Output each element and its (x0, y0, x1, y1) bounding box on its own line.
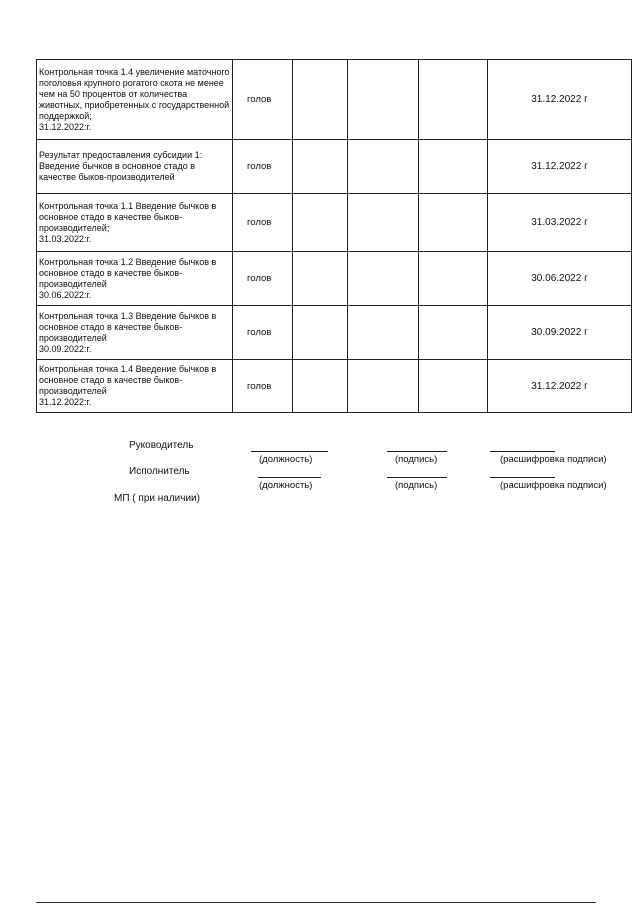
empty-cell (293, 252, 348, 306)
head-position-line (251, 451, 328, 452)
executor-label: Исполнитель (129, 466, 190, 477)
row-unit: голов (233, 60, 293, 140)
row-unit: голов (233, 140, 293, 194)
executor-position-line (258, 477, 321, 478)
row-date: 31.12.2022 г (488, 140, 632, 194)
row-unit: голов (233, 360, 293, 413)
executor-signature-caption: (подпись) (395, 480, 438, 491)
empty-cell (419, 306, 488, 360)
report-table (36, 59, 632, 413)
empty-cell (348, 252, 419, 306)
empty-cell (293, 360, 348, 413)
empty-cell (419, 194, 488, 252)
head-label: Руководитель (129, 440, 194, 451)
empty-cell (348, 140, 419, 194)
table-row (37, 306, 632, 360)
empty-cell (293, 140, 348, 194)
empty-cell (348, 306, 419, 360)
head-signature-line (387, 451, 447, 452)
row-description: Контрольная точка 1.2 Введение бычков в основное стадо в качестве быков-производителей 30.06.2022:г. (37, 252, 233, 306)
executor-signature-line (387, 477, 447, 478)
head-decoding-caption: (расшифровка подписи) (500, 454, 607, 465)
empty-cell (419, 360, 488, 413)
row-date: 30.09.2022 г (488, 306, 632, 360)
row-description: Контрольная точка 1.4 увеличение маточного поголовья крупного рогатого скота не менее чем на 50 процентов от количества животных, приобретенных с государственной поддержкой; 31.12.2022:г. (37, 60, 233, 140)
row-unit: голов (233, 252, 293, 306)
table-row (37, 360, 632, 413)
table-row (37, 60, 632, 140)
head-position-caption: (должность) (259, 454, 313, 465)
row-date: 31.12.2022 г (488, 360, 632, 413)
executor-position-caption: (должность) (259, 480, 313, 491)
empty-cell (348, 60, 419, 140)
head-decoding-line (490, 451, 555, 452)
row-date: 31.12.2022 г (488, 60, 632, 140)
empty-cell (419, 252, 488, 306)
empty-cell (419, 140, 488, 194)
row-date: 31.03.2022 г (488, 194, 632, 252)
table-row (37, 252, 632, 306)
table-row (37, 140, 632, 194)
row-date: 30.06.2022 г (488, 252, 632, 306)
empty-cell (293, 306, 348, 360)
empty-cell (348, 360, 419, 413)
empty-cell (419, 60, 488, 140)
row-description: Результат предоставления субсидии 1: Введение бычков в основное стадо в качестве быков-производителей (37, 140, 233, 194)
empty-cell (293, 60, 348, 140)
executor-decoding-caption: (расшифровка подписи) (500, 480, 607, 491)
row-description: Контрольная точка 1.1 Введение бычков в основное стадо в качестве быков-производителей; 31.03.2022:г. (37, 194, 233, 252)
stamp-label: МП ( при наличии) (114, 493, 200, 504)
empty-cell (348, 194, 419, 252)
empty-cell (293, 194, 348, 252)
table-row (37, 194, 632, 252)
row-description: Контрольная точка 1.4 Введение бычков в основное стадо в качестве быков-производителей 31.12.2022:г. (37, 360, 233, 413)
executor-decoding-line (490, 477, 555, 478)
row-unit: голов (233, 306, 293, 360)
row-description: Контрольная точка 1.3 Введение бычков в основное стадо в качестве быков-производителей 30.09.2022:г. (37, 306, 233, 360)
footer-rule (36, 902, 596, 903)
head-signature-caption: (подпись) (395, 454, 438, 465)
row-unit: голов (233, 194, 293, 252)
